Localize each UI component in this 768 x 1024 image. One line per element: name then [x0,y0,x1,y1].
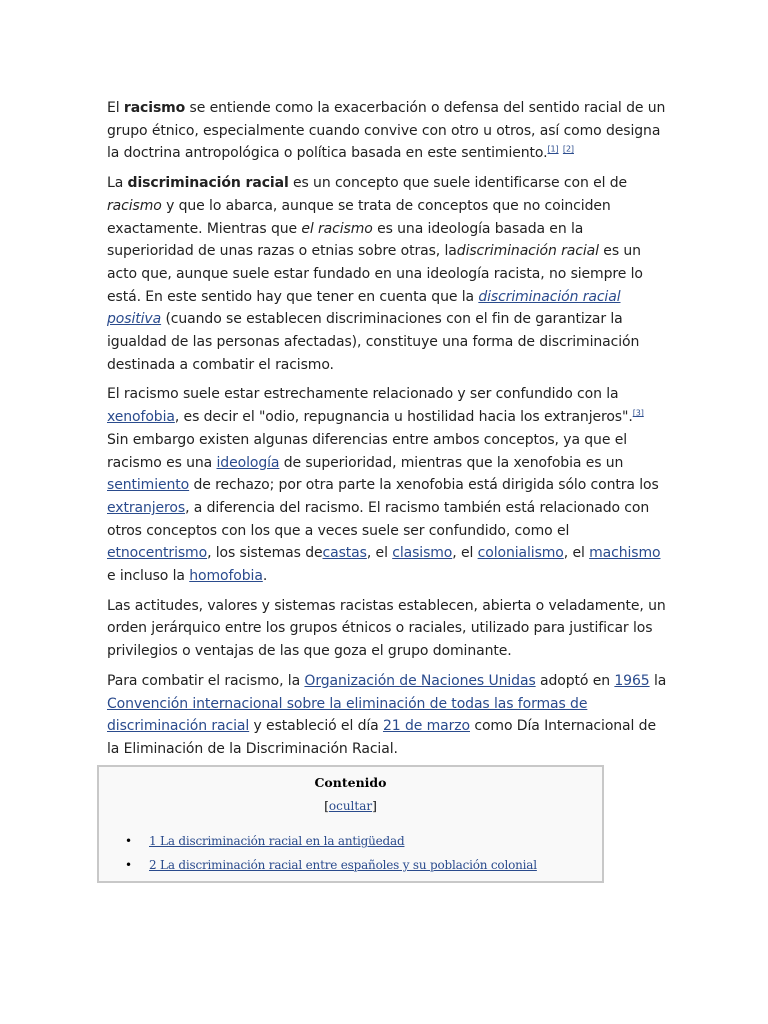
term-racismo: racismo [123,100,186,116]
toc-hide-link[interactable]: ocultar [328,799,373,813]
link-castas[interactable]: castas [322,545,367,562]
link-xenofobia[interactable]: xenofobia [107,409,175,426]
ref-2-link[interactable]: [2] [562,144,574,154]
toc-toggle: [ocultar] [324,799,377,813]
paragraph-onu: Para combatir el racismo, la Organización de Naciones Unidas adoptó en 1965 la Convención internacional sobre la eliminación de todas las formas de discriminación racial y estableció el día 21 de marzo como Día Internacional de la Eliminación de la Discriminación Racial. [107,672,667,757]
link-homofobia[interactable]: homofobia [189,568,263,585]
toc-list [99,829,537,877]
link-machismo[interactable]: machismo [589,545,661,562]
table-of-contents [97,765,604,883]
paragraph-discriminacion: La discriminación racial es un concepto que suele identificarse con el de racismo y que lo abarca, aunque se trata de conceptos que no coinciden exactamente. Mientras que el racismo es una ideología basada en la superioridad de unas razas o etnias sobre otras, ladiscriminación racial es un acto que, aunque suele estar fundado en una ideología racista, no siempre lo está. En este sentido hay que tener en cuenta que la discriminación racial positiva (cuando se establecen discriminaciones con el fin de garantizar la igualdad de las personas afectadas), constituye una forma de discriminación destinada a combatir el racismo. [107,175,643,373]
ref-3-link[interactable]: [3] [632,408,644,418]
bullet-icon: • [125,834,133,848]
link-extranjeros[interactable]: extranjeros [107,499,186,516]
ref-1-link[interactable]: [1] [547,144,559,154]
link-onu[interactable]: Organización de Naciones Unidas [304,672,536,689]
paragraph-xenofobia: El racismo suele estar estrechamente relacionado y ser confundido con la xenofobia, es decir el "odio, repugnancia u hostilidad hacia los extranjeros".[3] Sin embargo existen algunas diferencias entre ambos conceptos, ya que el racismo es una ideología de superioridad, mientras que la xenofobia es un sentimiento de rechazo; por otra parte la xenofobia está dirigida sólo contra los extranjeros, a diferencia del racismo. El racismo también está relacionado con otros conceptos con los que a veces suele ser confundido, como el etnocentrismo, los sistemas decastas, el clasismo, el colonialismo, el machismo e incluso la homofobia. [107,386,661,585]
link-etnocentrismo[interactable]: etnocentrismo [107,545,208,562]
toc-title: Contenido [314,775,387,790]
term-discriminacion-racial: discriminación racial [127,175,289,192]
toc-item [99,853,537,877]
toc-link-colonial[interactable]: 2 La discriminación racial entre españoles y su población colonial [149,858,537,872]
link-ideologia[interactable]: ideología [216,454,280,471]
paragraph-actitudes: Las actitudes, valores y sistemas racistas establecen, abierta o veladamente, un orden jerárquico entre los grupos étnicos o raciales, utilizado para justificar los privilegios o ventajas de las que goza el grupo dominante. [107,597,666,660]
bullet-icon: • [125,858,133,872]
link-clasismo[interactable]: clasismo [392,545,453,562]
link-21-de-marzo[interactable]: 21 de marzo [382,718,470,735]
link-discriminacion-racial-positiva[interactable]: discriminación racial positiva [107,288,621,328]
toc-link-antiguedad[interactable]: 1 La discriminación racial en la antigüedad [149,834,405,848]
link-1965[interactable]: 1965 [614,672,650,689]
article-body [107,97,667,768]
toc-item [99,829,537,853]
link-sentimiento[interactable]: sentimiento [107,477,190,494]
paragraph-intro: El racismo se entiende como la exacerbación o defensa del sentido racial de un grupo étnico, especialmente cuando convive con otro u otros, así como designa la doctrina antropológica o política basada en este sentimiento.[1] [2] [107,100,666,162]
link-colonialismo[interactable]: colonialismo [477,545,564,562]
link-convencion[interactable]: Convención internacional sobre la eliminación de todas las formas de discriminación racial [107,695,588,735]
